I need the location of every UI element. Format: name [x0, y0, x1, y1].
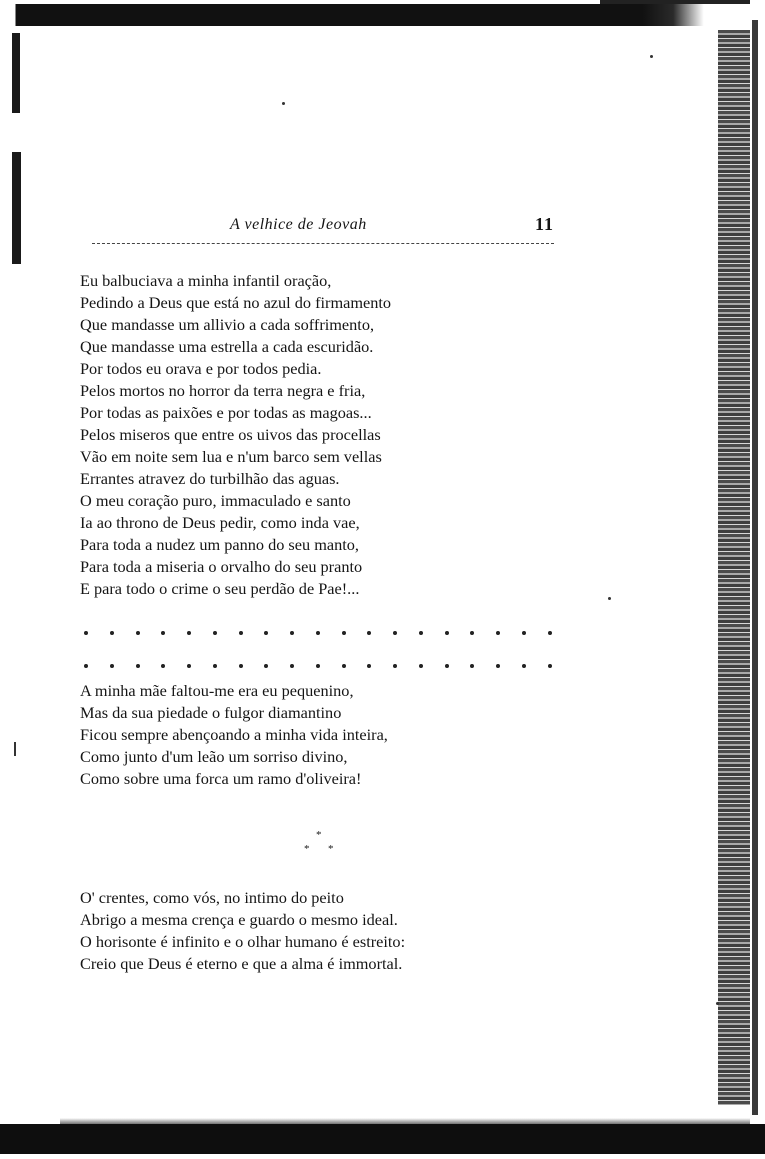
verse-line: Que mandasse um allivio a cada soffrimento,: [80, 315, 375, 334]
scan-shadow-bottom: [0, 1124, 765, 1154]
scan-speck: [650, 55, 653, 58]
stanza-3: [80, 887, 540, 975]
dotted-separator: [84, 628, 552, 638]
scan-mark-left-lower: [12, 152, 21, 264]
verse-line: Mas da sua piedade o fulgor diamantino: [80, 703, 342, 722]
verse-line: Eu balbuciava a minha infantil oração,: [80, 271, 332, 290]
dotted-separator: [84, 661, 552, 671]
scan-speck: [14, 742, 16, 756]
asterism-star: *: [316, 829, 322, 841]
header-rule: [92, 243, 554, 244]
scan-speck: [282, 102, 285, 105]
stanza-2: [80, 680, 540, 790]
scan-shadow-top: [0, 4, 765, 26]
verse-line: Para toda a nudez um panno do seu manto,: [80, 535, 359, 554]
verse-line: O' crentes, como vós, no intimo do peito: [80, 888, 344, 907]
verse-line: E para todo o crime o seu perdão de Pae!...: [80, 579, 360, 598]
verse-line: Que mandasse uma estrella a cada escuridão.: [80, 337, 374, 356]
scan-mark-left-upper: [12, 33, 20, 113]
scan-shadow-right: [718, 30, 750, 1105]
verse-line: Vão em noite sem lua e n'um barco sem vellas: [80, 447, 382, 466]
running-header: [88, 216, 558, 242]
asterism-star: *: [304, 843, 310, 855]
verse-line: O horisonte é infinito e o olhar humano é estreito:: [80, 932, 406, 951]
verse-line: Creio que Deus é eterno e que a alma é immortal.: [80, 954, 403, 973]
verse-line: Ia ao throno de Deus pedir, como inda vae,: [80, 513, 360, 532]
scan-speck: [716, 1002, 719, 1005]
verse-line: Errantes atravez do turbilhão das aguas.: [80, 469, 340, 488]
scan-edge-right: [752, 20, 758, 1115]
verse-line: Ficou sempre abençoando a minha vida inteira,: [80, 725, 388, 744]
running-title: A velhice de Jeovah: [230, 216, 367, 233]
verse-line: Pelos miseros que entre os uivos das procellas: [80, 425, 381, 444]
verse-line: A minha mãe faltou-me era eu pequenino,: [80, 681, 354, 700]
scan-speck: [608, 597, 611, 600]
asterism-ornament: [300, 830, 340, 860]
verse-line: Como sobre uma forca um ramo d'oliveira!: [80, 769, 362, 788]
verse-line: Abrigo a mesma crença e guardo o mesmo ideal.: [80, 910, 398, 929]
verse-line: O meu coração puro, immaculado e santo: [80, 491, 351, 510]
page-number: 11: [534, 214, 554, 234]
asterism-star: *: [328, 843, 334, 855]
verse-line: Como junto d'um leão um sorriso divino,: [80, 747, 348, 766]
verse-line: Para toda a miseria o orvalho do seu pranto: [80, 557, 363, 576]
verse-line: Pelos mortos no horror da terra negra e fria,: [80, 381, 366, 400]
verse-line: Por todos eu orava e por todos pedia.: [80, 359, 322, 378]
verse-line: Por todas as paixões e por todas as magoas...: [80, 403, 372, 422]
stanza-1: [80, 270, 540, 600]
verse-line: Pedindo a Deus que está no azul do firmamento: [80, 293, 392, 312]
